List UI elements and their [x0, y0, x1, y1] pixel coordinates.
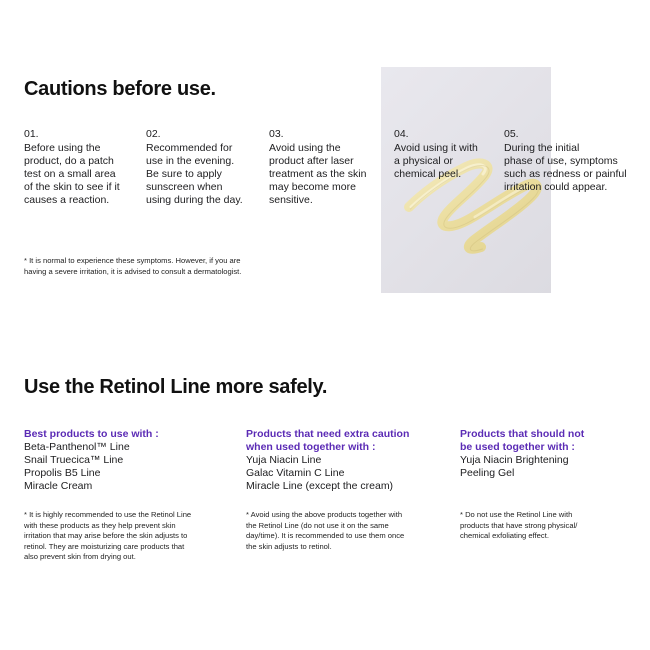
cautions-title: Cautions before use.	[24, 78, 216, 100]
step-line: treatment as the skin	[269, 168, 367, 180]
note-line: * It is normal to experience these symptoms. However, if you are	[24, 256, 241, 265]
extra-caution-note	[246, 510, 451, 552]
best-products-column	[24, 428, 229, 493]
product-item: Miracle Cream	[24, 480, 93, 492]
best-products-note	[24, 510, 234, 563]
product-item: Galac Vitamin C Line	[246, 467, 345, 479]
step-line: use in the evening.	[146, 155, 235, 167]
step-line: Avoid using the	[269, 142, 341, 154]
column-title: Best products to use with :	[24, 428, 159, 440]
caution-step-2	[146, 128, 261, 207]
extra-caution-column	[246, 428, 451, 493]
step-line: chemical peel.	[394, 168, 462, 180]
product-item: Peeling Gel	[460, 467, 515, 479]
product-item: Propolis B5 Line	[24, 467, 101, 479]
product-item: Yuja Niacin Brightening	[460, 454, 569, 466]
note-line: the Retinol Line (do not use it on the same	[246, 520, 389, 530]
step-number: 04.	[394, 128, 409, 140]
note-line: also prevent skin from drying out.	[24, 552, 136, 561]
caution-step-3	[269, 128, 384, 207]
step-line: using during the day.	[146, 194, 243, 206]
step-line: such as redness or painful	[504, 168, 627, 180]
column-title: when used together with :	[246, 441, 376, 453]
step-line: a physical or	[394, 155, 453, 167]
caution-step-4	[394, 128, 499, 181]
note-line: irritation that may arise before the skin adjusts to	[24, 531, 188, 540]
note-line: having a severe irritation, it is advised to consult a dermatologist.	[24, 266, 242, 276]
column-title: Products that need extra caution	[246, 428, 410, 440]
step-number: 03.	[269, 128, 284, 140]
product-item: Miracle Line (except the cream)	[246, 480, 394, 492]
step-line: causes a reaction.	[24, 194, 110, 206]
note-line: retinol. They are moisturizing care products that	[24, 541, 185, 551]
caution-step-5	[504, 128, 644, 194]
step-line: product, do a patch	[24, 155, 114, 167]
step-line: may become more	[269, 181, 356, 193]
step-line: phase of use, symptoms	[504, 155, 618, 167]
step-line: of the skin to see if it	[24, 181, 120, 193]
step-line: Recommended for	[146, 142, 233, 154]
note-line: products that have strong physical/	[460, 520, 578, 530]
note-line: * Do not use the Retinol Line with	[460, 510, 573, 519]
step-number: 01.	[24, 128, 39, 140]
step-line: test on a small area	[24, 168, 116, 180]
step-line: Before using the	[24, 142, 101, 154]
product-item: Snail Truecica™ Line	[24, 454, 124, 466]
avoid-products-note	[460, 510, 640, 542]
step-line: Be sure to apply	[146, 168, 222, 180]
step-line: product after laser	[269, 155, 354, 167]
caution-step-1	[24, 128, 139, 207]
column-title: be used together with :	[460, 441, 575, 453]
note-line: * Avoid using the above products together with	[246, 510, 403, 519]
step-number: 05.	[504, 128, 519, 140]
step-line: Avoid using it with	[394, 142, 478, 154]
column-title: Products that should not	[460, 428, 585, 440]
note-line: chemical exfoliating effect.	[460, 531, 549, 540]
note-line: * It is highly recommended to use the Retinol Line	[24, 510, 192, 519]
step-line: sunscreen when	[146, 181, 223, 193]
note-line: with these products as they help prevent skin	[24, 520, 176, 530]
step-line: sensitive.	[269, 194, 313, 206]
step-number: 02.	[146, 128, 161, 140]
note-line: the skin adjusts to retinol.	[246, 541, 332, 551]
note-line: day/time). It is recommended to use them once	[246, 531, 405, 540]
avoid-products-column	[460, 428, 640, 480]
caution-note	[24, 256, 344, 277]
step-line: During the initial	[504, 142, 580, 154]
product-item: Beta-Panthenol™ Line	[24, 441, 130, 453]
product-item: Yuja Niacin Line	[246, 454, 322, 466]
retinol-title: Use the Retinol Line more safely.	[24, 376, 328, 398]
step-line: irritation could appear.	[504, 181, 608, 193]
